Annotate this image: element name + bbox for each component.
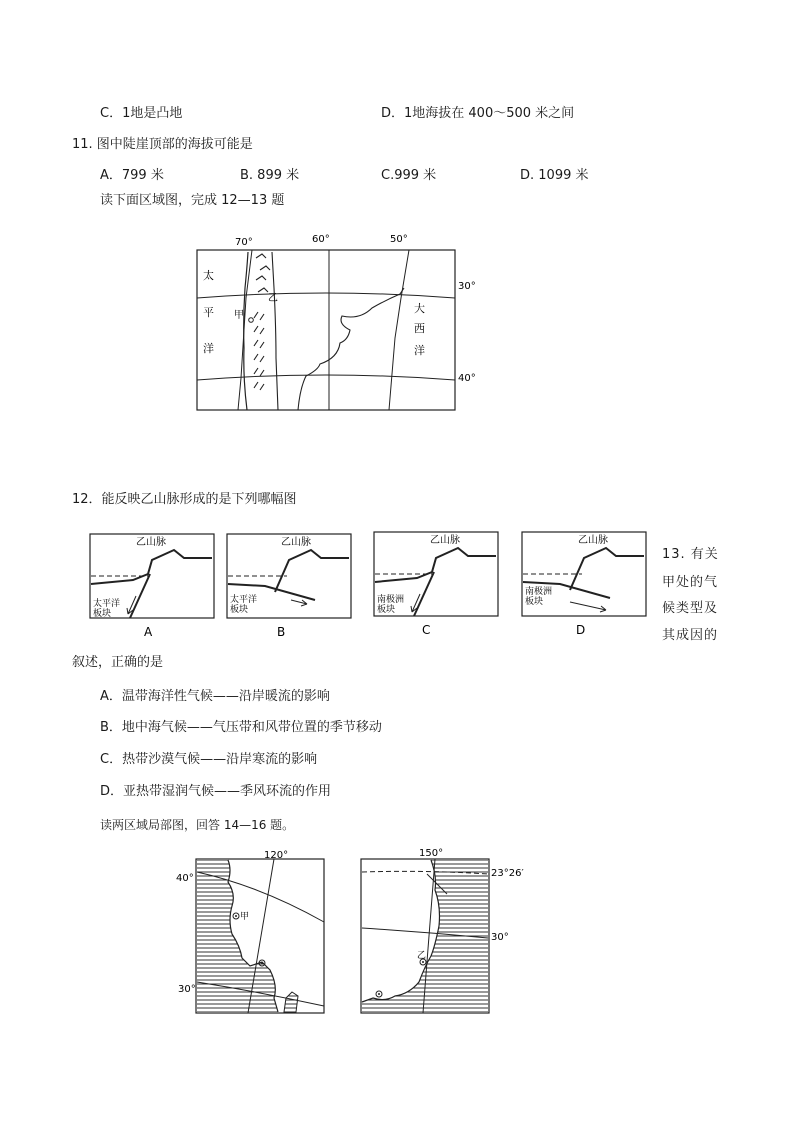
map2-point-jia-center — [235, 915, 237, 917]
q11-option-d: D. 1099 米 — [520, 168, 589, 183]
map1-ocean-right-1: 大 — [414, 302, 425, 315]
map3-point-yi-center — [422, 961, 424, 963]
diagram-c — [372, 530, 500, 638]
q11-option-a: A．799 米 — [100, 168, 164, 183]
diagram-b-plate-1: 太平洋 — [230, 595, 258, 605]
map3-lon-150: 150° — [419, 848, 444, 859]
diagram-a-plate-2: 板块 — [93, 609, 112, 619]
q13-option-b: B．地中海气候——气压带和风带位置的季节移动 — [100, 720, 382, 735]
diagram-c-mountain: 乙山脉 — [430, 535, 460, 546]
diagram-d-plate-1: 南极洲 — [525, 587, 553, 597]
q13-option-d: D．亚热带湿润气候——季风环流的作用 — [100, 784, 332, 799]
instruction-12-13: 读下面区域图，完成 12—13 题 — [100, 193, 285, 208]
q13-stem-line-3: 候类型及 — [662, 601, 719, 616]
q10-option-d: D．1地海拔在 400～500 米之间 — [381, 106, 575, 121]
q13-stem-line-1: 13. 有关 — [662, 547, 719, 562]
q10-option-c: C．1地是凸地 — [100, 106, 183, 121]
diagram-d-surface — [570, 548, 644, 590]
map-region-right — [355, 846, 525, 1018]
map1-lat-40: 40° — [458, 373, 476, 384]
diagram-d-plate-2: 板块 — [525, 597, 544, 607]
q11-option-b: B. 899 米 — [240, 168, 300, 183]
q13-stem-cont: 叙述，正确的是 — [72, 655, 164, 670]
diagram-b-letter: B — [277, 625, 286, 639]
map1-lat-30: 30° — [458, 281, 476, 292]
q11-option-c: C.999 米 — [381, 168, 437, 183]
diagram-a-letter: A — [144, 625, 153, 639]
point-jia-marker — [249, 318, 254, 323]
map1-ocean-right-2: 西 — [414, 322, 425, 335]
q13-option-c: C．热带沙漠气候——沿岸寒流的影响 — [100, 752, 318, 767]
diagram-d — [520, 530, 648, 638]
diagram-b-surface — [275, 550, 349, 592]
q13-option-a: A．温带海洋性气候——沿岸暖流的影响 — [100, 689, 330, 704]
map-region-left — [170, 846, 330, 1018]
map3-point-city-center — [378, 993, 380, 995]
parallel-30 — [197, 293, 455, 298]
map-south-america — [190, 228, 490, 414]
diagram-a-plate-1: 太平洋 — [93, 599, 121, 609]
map1-ocean-right-3: 洋 — [414, 344, 425, 357]
map3-lat-2326: 23°26′ — [491, 868, 524, 879]
map1-label-yi: 乙 — [268, 293, 278, 304]
diagram-d-arrow — [570, 602, 606, 612]
diagram-d-mountain: 乙山脉 — [578, 535, 608, 546]
map1-lon-60: 60° — [312, 234, 330, 245]
diagram-c-plate-2: 板块 — [377, 605, 396, 615]
map1-label-jia: 甲 — [234, 310, 244, 321]
map2-lat-30: 30° — [178, 984, 196, 995]
map1-ocean-left-1: 太 — [203, 269, 214, 282]
diagram-c-surface — [375, 548, 496, 582]
map3-lat-30: 30° — [491, 932, 509, 943]
map1-ocean-left-2: 平 — [203, 306, 214, 319]
instruction-14-16: 读两区域局部图，回答 14—16 题。 — [100, 818, 295, 832]
diagram-c-plate-1: 南极洲 — [377, 595, 405, 605]
parallel-40 — [197, 375, 455, 380]
q11-stem: 11. 图中陡崖顶部的海拔可能是 — [72, 137, 253, 152]
diagram-b-mountain: 乙山脉 — [281, 537, 311, 548]
diagram-a-mountain: 乙山脉 — [136, 537, 166, 548]
diagram-c-arrow — [411, 594, 420, 612]
diagram-b-arrow — [291, 600, 307, 606]
diagram-b — [225, 532, 353, 640]
map2-gulf — [284, 992, 298, 1012]
diagram-b-plate-2: 板块 — [230, 605, 249, 615]
map2-lon-120: 120° — [264, 850, 289, 861]
q13-stem-line-2: 甲处的气 — [662, 575, 719, 590]
map2-label-jia: 甲 — [240, 912, 250, 922]
diagram-c-letter: C — [422, 623, 431, 637]
east-coastline — [272, 252, 404, 410]
map3-label-yi: 乙 — [417, 951, 427, 961]
map1-ocean-left-3: 洋 — [203, 342, 214, 355]
map2-lat-40: 40° — [176, 873, 194, 884]
diagram-a-arrow — [127, 596, 136, 614]
diagram-d-letter: D — [576, 623, 586, 637]
map1-lon-70: 70° — [235, 237, 253, 248]
meridian-50 — [389, 250, 409, 410]
diagram-a — [88, 532, 216, 640]
diagram-a-surface — [91, 550, 212, 584]
map2-point-city-center — [261, 962, 263, 964]
mountain-symbols — [254, 254, 270, 390]
q12-stem: 12．能反映乙山脉形成的是下列哪幅图 — [72, 492, 297, 507]
q13-stem-line-4: 其成因的 — [662, 628, 719, 643]
map1-lon-50: 50° — [390, 234, 408, 245]
